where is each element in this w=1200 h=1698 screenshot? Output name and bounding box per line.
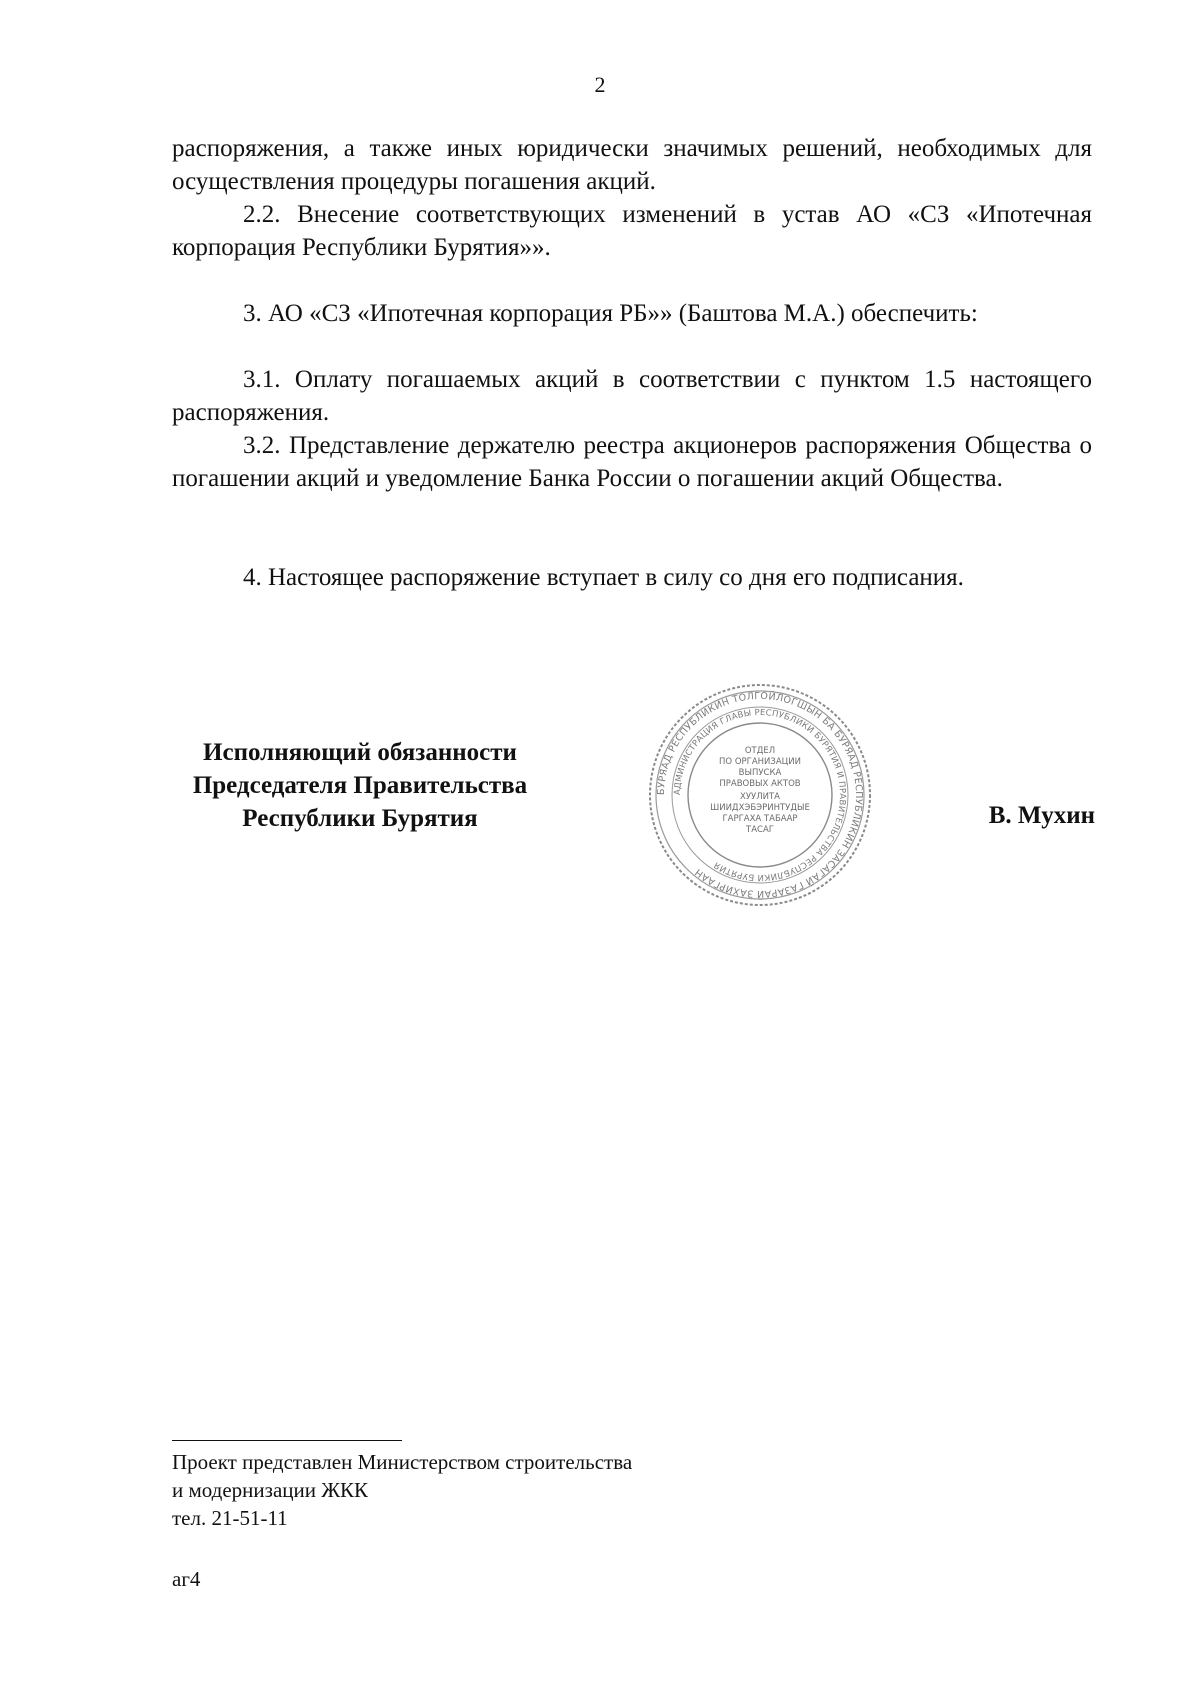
paragraph-3: 3. АО «СЗ «Ипотечная корпорация РБ»» (Баштова М.А.) обеспечить: — [243, 300, 978, 327]
stamp-inner-line-2: ПО ОРГАНИЗАЦИИ — [719, 757, 801, 767]
paragraph-4: 4. Настоящее распоряжение вступает в силу со дня его подписания. — [243, 564, 964, 591]
paragraph-continuation: распоряжения, а также иных юридически значимых решений, необходимых для осуществления процедуры погашения акций. — [172, 135, 1092, 195]
footer-code: аг4 — [172, 1567, 201, 1591]
stamp-inner-line-3: ВЫПУСКА — [738, 768, 782, 778]
stamp-outer-text: БУРЯАД РЕСПУБЛИКИН ТОЛГОЙЛОГШЫН БА БУРЯАД РЕСПУБЛИКИН ЗАСАГАЙ ГАЗАРАЙ ЗАХИРГААН — [655, 690, 865, 900]
footer-line-1: Проект представлен Министерством строительства — [172, 1450, 633, 1474]
official-seal-stamp — [645, 680, 875, 910]
signature-title-line-1: Исполняющий обязанности — [203, 739, 517, 766]
footer-phone: тел. 21-51-11 — [172, 1506, 288, 1530]
stamp-inner-line-7: ГАРГАХА ТАБААР — [722, 814, 798, 824]
stamp-inner-line-4: ПРАВОВЫХ АКТОВ — [719, 779, 801, 789]
signature-title-block — [170, 736, 550, 835]
footnote-rule — [172, 1440, 402, 1441]
stamp-inner-line-8: ТАСАГ — [746, 825, 774, 835]
signature-title-line-2: Председателя Правительства — [192, 772, 528, 799]
footer-line-2: и модернизации ЖКК — [172, 1478, 369, 1502]
paragraph-3-2: 3.2. Представление держателю реестра акционеров распоряжения Общества о погашении акций и уведомление Банка России о погашении акций Общества. — [172, 432, 1092, 492]
page-number: 2 — [594, 72, 606, 97]
paragraph-3-1: 3.1. Оплату погашаемых акций в соответствии с пунктом 1.5 настоящего распоряжения. — [172, 366, 1092, 426]
signature-title-line-3: Республики Бурятия — [242, 805, 478, 832]
stamp-inner-line-5: ХУУЛИТА — [740, 792, 780, 802]
stamp-inner-line-1: ОТДЕЛ — [744, 746, 776, 756]
signer-name: В. Мухин — [988, 802, 1095, 829]
stamp-outer-text-2: АДМИНИСТРАЦИЯ ГЛАВЫ РЕСПУБЛИКИ БУРЯТИЯ И ПРАВИТЕЛЬСТВА РЕСПУБЛИКИ БУРЯТИЯ — [672, 707, 848, 883]
paragraph-2-2: 2.2. Внесение соответствующих изменений в устав АО «СЗ «Ипотечная корпорация Республики Бурятия»». — [172, 201, 1092, 261]
stamp-inner-line-6: ШИИДХЭБЭРИНТУДЫЕ — [710, 803, 810, 813]
